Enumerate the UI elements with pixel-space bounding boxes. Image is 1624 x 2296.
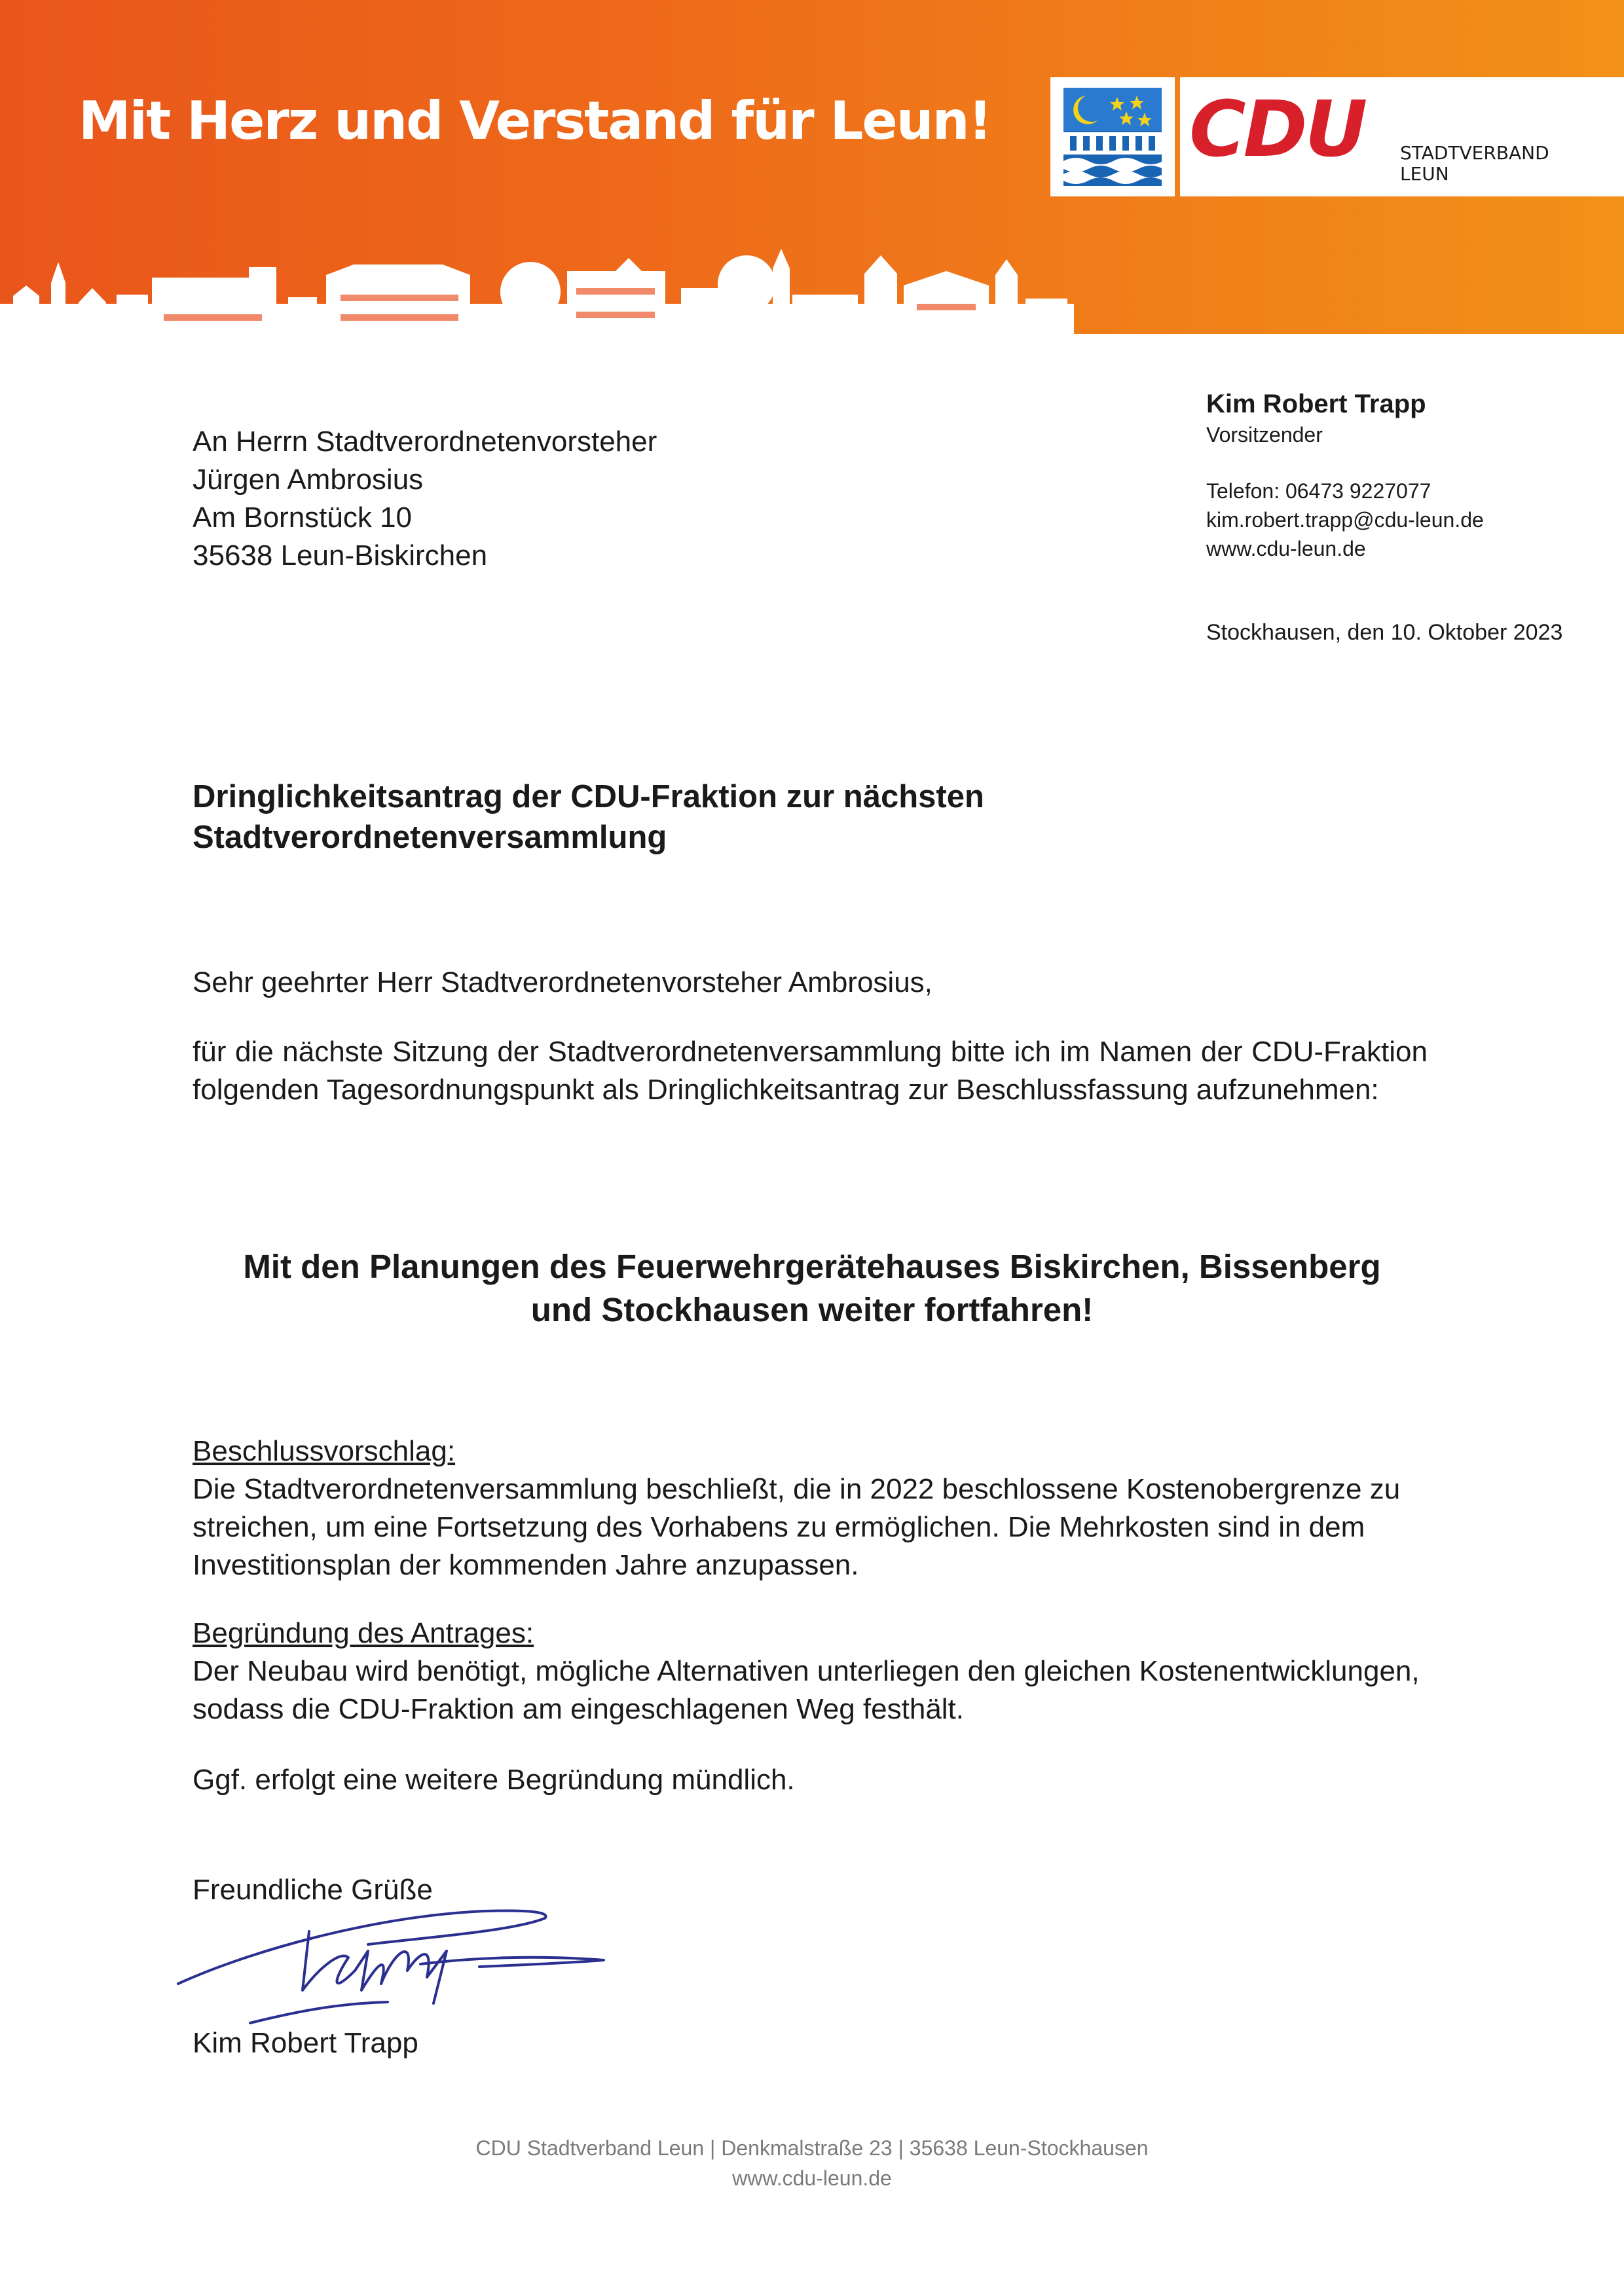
town-skyline-illustration bbox=[0, 249, 1074, 334]
recipient-city: 35638 Leun-Biskirchen bbox=[193, 539, 488, 572]
closing: Freundliche Grüße bbox=[193, 1874, 433, 1906]
letter-footer bbox=[0, 2133, 1624, 2193]
salutation: Sehr geehrter Herr Stadtverordnetenvorsteher Ambrosius, bbox=[193, 966, 932, 998]
recipient-line: An Herrn Stadtverordnetenvorsteher bbox=[193, 426, 657, 458]
motion-title-line2: und Stockhausen weiter fortfahren! bbox=[530, 1291, 1094, 1328]
intro-paragraph: für die nächste Sitzung der Stadtverordnetenversammlung bitte ich im Namen der CDU-Fraktion folgenden Tagesordnungspunkt als Dringlichkeitsantrag zur Beschlussfassung aufzunehmen: bbox=[193, 1036, 1428, 1106]
cdu-subtitle-line2: LEUN bbox=[1400, 163, 1449, 185]
subject-line2: Stadtverordnetenversammlung bbox=[193, 820, 667, 855]
oral-note: Ggf. erfolgt eine weitere Begründung mündlich. bbox=[193, 1764, 795, 1796]
reasoning-heading: Begründung des Antrages: bbox=[193, 1617, 534, 1649]
motion-title-line1: Mit den Planungen des Feuerwehrgerätehauses Biskirchen, Bissenberg bbox=[243, 1248, 1381, 1285]
recipient-street: Am Bornstück 10 bbox=[193, 501, 413, 534]
cdu-subtitle-line1: STADTVERBAND bbox=[1400, 142, 1549, 164]
sender-role: Vorsitzender bbox=[1206, 423, 1323, 446]
reasoning-section bbox=[193, 1614, 1437, 1728]
sender-name: Kim Robert Trapp bbox=[1206, 390, 1426, 418]
sender-contact bbox=[1206, 477, 1484, 563]
signer-name: Kim Robert Trapp bbox=[193, 2027, 418, 2059]
town-coat-of-arms bbox=[1050, 77, 1175, 196]
sender-phone: Telefon: 06473 9227077 bbox=[1206, 479, 1431, 503]
slogan: Mit Herz und Verstand für Leun! bbox=[79, 90, 991, 151]
letter-date: Stockhausen, den 10. Oktober 2023 bbox=[1206, 620, 1563, 645]
footer-address: CDU Stadtverband Leun | Denkmalstraße 23 | 35638 Leun-Stockhausen bbox=[475, 2136, 1149, 2160]
recipient-name: Jürgen Ambrosius bbox=[193, 464, 424, 496]
cdu-logo bbox=[1180, 77, 1624, 196]
cdu-subtitle bbox=[1400, 143, 1549, 185]
footer-website[interactable]: www.cdu-leun.de bbox=[732, 2166, 892, 2190]
proposal-heading: Beschlussvorschlag: bbox=[193, 1435, 456, 1467]
sender-website[interactable]: www.cdu-leun.de bbox=[1206, 537, 1366, 560]
recipient-address bbox=[193, 423, 657, 575]
cdu-wordmark: CDU bbox=[1189, 84, 1365, 174]
subject-line1: Dringlichkeitsantrag der CDU-Fraktion zur nächsten bbox=[193, 779, 984, 814]
proposal-section bbox=[193, 1432, 1437, 1584]
sender-block bbox=[1206, 388, 1484, 563]
sender-email[interactable]: kim.robert.trapp@cdu-leun.de bbox=[1206, 508, 1484, 532]
reasoning-text: Der Neubau wird benötigt, mögliche Alternativen unterliegen den gleichen Kostenentwicklungen, sodass die CDU-Fraktion am eingeschlagenen Weg festhält. bbox=[193, 1655, 1420, 1725]
motion-title bbox=[157, 1245, 1467, 1332]
letter-subject bbox=[193, 776, 1437, 858]
letterhead-banner bbox=[0, 0, 1624, 334]
proposal-text: Die Stadtverordnetenversammlung beschließt, die in 2022 beschlossene Kostenobergrenze zu streichen, um eine Fortsetzung des Vorhabens zu ermöglichen. Die Mehrkosten sind in dem Investitionsplan der kommenden Jahre anzupassen. bbox=[193, 1473, 1401, 1581]
